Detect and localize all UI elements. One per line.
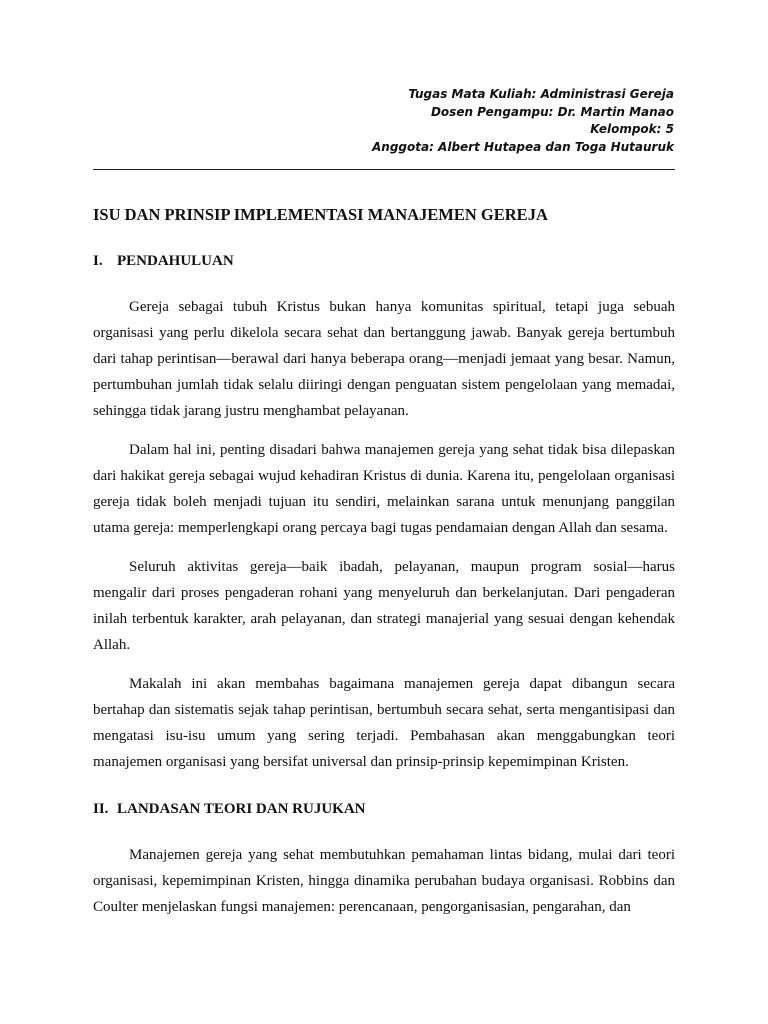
group-line: Kelompok: 5: [590, 122, 674, 136]
paragraph: Dalam hal ini, penting disadari bahwa manajemen gereja yang sehat tidak bisa dilepaskan dari hakikat gereja sebagai wujud kehadiran Kristus di dunia. Karena itu, pengelolaan organisasi gereja tidak boleh menjadi tujuan itu sendiri, melainkan sarana untuk menunjang panggilan utama gereja: memperlengkapi orang percaya bagi tugas pendamaian dengan Allah dan sesama.: [93, 442, 675, 536]
document-title: ISU DAN PRINSIP IMPLEMENTASI MANAJEMEN GEREJA: [93, 205, 548, 224]
paragraph: Manajemen gereja yang sehat membutuhkan pemahaman lintas bidang, mulai dari teori organisasi, kepemimpinan Kristen, hingga dinamika perubahan budaya organisasi. Robbins dan Coulter menjelaskan fungsi manajemen: perencanaan, pengorganisasian, pengarahan, dan: [93, 847, 675, 915]
section-heading-1: [93, 251, 675, 271]
section-number: I.: [93, 253, 103, 269]
assignment-header: [372, 86, 674, 156]
paragraph: Gereja sebagai tubuh Kristus bukan hanya komunitas spiritual, tetapi juga sebuah organisasi yang perlu dikelola secara sehat dan bertanggung jawab. Banyak gereja bertumbuh dari tahap perintisan—berawal dari hanya beberapa orang—menjadi jemaat yang besar. Namun, pertumbuhan jumlah tidak selalu diiringi dengan penguatan sistem pengelolaan yang memadai, sehingga tidak jarang justru menghambat pelayanan.: [93, 299, 675, 419]
course-line: Tugas Mata Kuliah: Administrasi Gereja: [408, 87, 674, 101]
members-line: Anggota: Albert Hutapea dan Toga Hutauruk: [371, 139, 674, 154]
section-title: LANDASAN TEORI DAN RUJUKAN: [117, 801, 366, 817]
header-divider: [93, 169, 675, 170]
paragraph: Makalah ini akan membahas bagaimana manajemen gereja dapat dibangun secara bertahap dan sistematis sejak tahap perintisan, bertumbuh secara sehat, serta mengantisipasi dan mengatasi isu-isu umum yang sering terjadi. Pembahasan akan menggabungkan teori manajemen organisasi yang bersifat universal dan prinsip-prinsip kepemimpinan Kristen.: [93, 676, 675, 770]
section-number: II.: [93, 801, 109, 817]
document-body: [93, 200, 675, 920]
section-title: PENDAHULUAN: [117, 253, 234, 269]
paragraph: Seluruh aktivitas gereja—baik ibadah, pelayanan, maupun program sosial—harus mengalir dari proses pengaderan rohani yang menyeluruh dan berkelanjutan. Dari pengaderan inilah terbentuk karakter, arah pelayanan, dan strategi manajerial yang sesuai dengan kehendak Allah.: [93, 559, 675, 653]
lecturer-line: Dosen Pengampu: Dr. Martin Manao: [430, 104, 674, 119]
section-heading-2: [93, 799, 675, 819]
